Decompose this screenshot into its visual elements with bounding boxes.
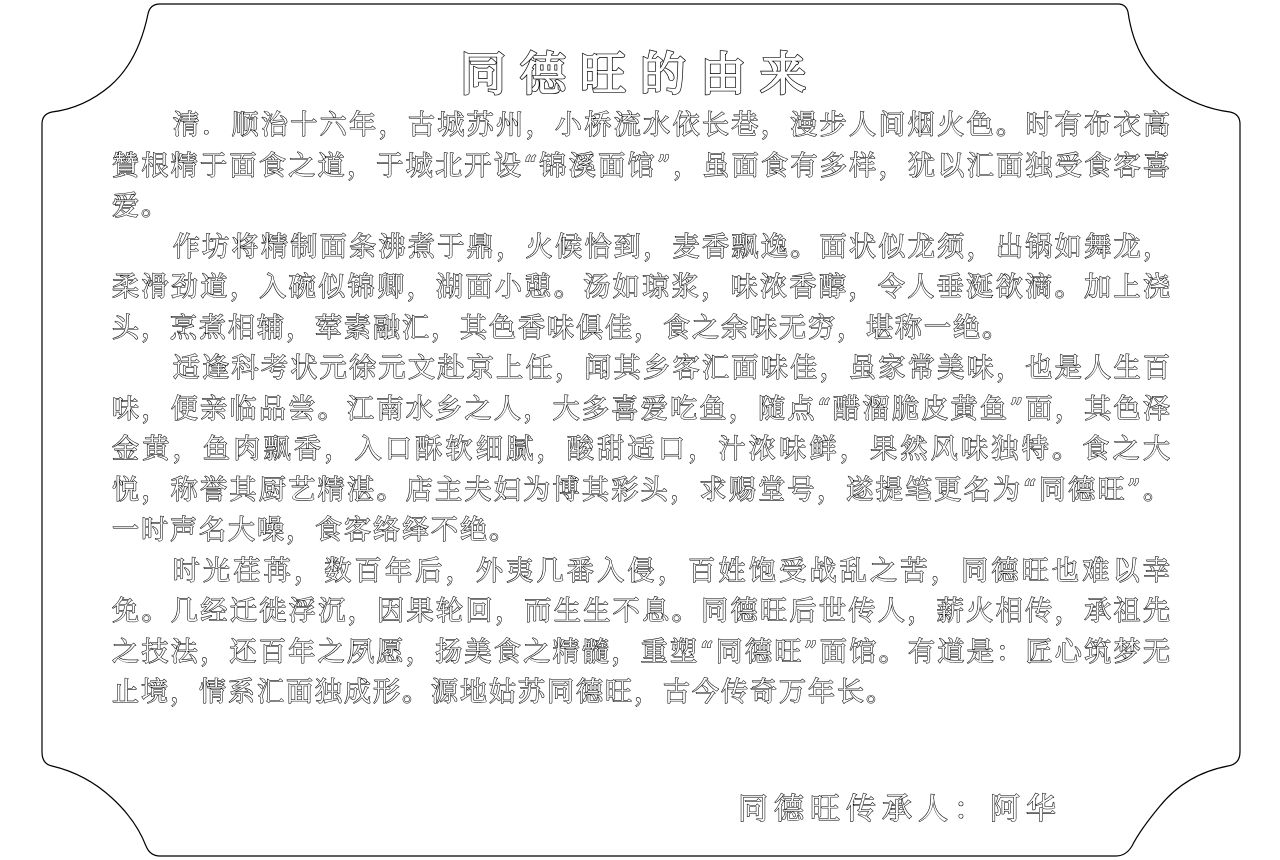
- paragraph-4: 时光荏苒，数百年后，外夷几番入侵，百姓饱受战乱之苦，同德旺也难以幸免。几经迁徙浮沉，因果轮回，而生生不息。同德旺后世传人，薪火相传，承祖先之技法，还百年之夙愿，扬美食之精髓，重塑“同德旺”面馆。有道是：匠心筑梦无止境，情系汇面独成形。源地姑苏同德旺，古今传奇万年长。: [112, 555, 1172, 708]
- document-title: 同德旺的由来: [460, 47, 820, 101]
- document-body: [112, 106, 1172, 714]
- paragraph-1: 清．顺治十六年，古城苏州，小桥流水依长巷，漫步人间烟火色。时有布衣高贊根精于面食之道，于城北开设“锦溪面馆”，虽面食有多样，犹以汇面独受食客喜爱。: [112, 110, 1172, 222]
- signature-line: 同德旺传承人：阿华: [738, 792, 1062, 827]
- paragraph-2: 作坊将精制面条沸煮于鼎，火候恰到，麦香飘逸。面状似龙须，出锅如舞龙，柔滑劲道，入碗似锦卿，湖面小憩。汤如琼浆，味浓香醇，令人垂涎欲滴。加上浇头，烹煮相辅，荤素融汇，其色香味俱佳，食之余味无穷，堪称一绝。: [112, 231, 1172, 344]
- paragraph-3: 适逢科考状元徐元文赴京上任，闻其乡客汇面味佳，虽家常美味，也是人生百味，便亲临品尝。江南水乡之人，大多喜爱吃鱼，随点“醋溜脆皮黄鱼”面，其色泽金黄，鱼肉飘香，入口酥软细腻，酸甜适口，汁浓味鲜，果然风味独特。食之大悦，称誉其厨艺精湛。店主夫妇为博其彩头，求赐堂号，遂提笔更名为“同德旺”。一时声名大噪，食客络绎不绝。: [112, 353, 1172, 546]
